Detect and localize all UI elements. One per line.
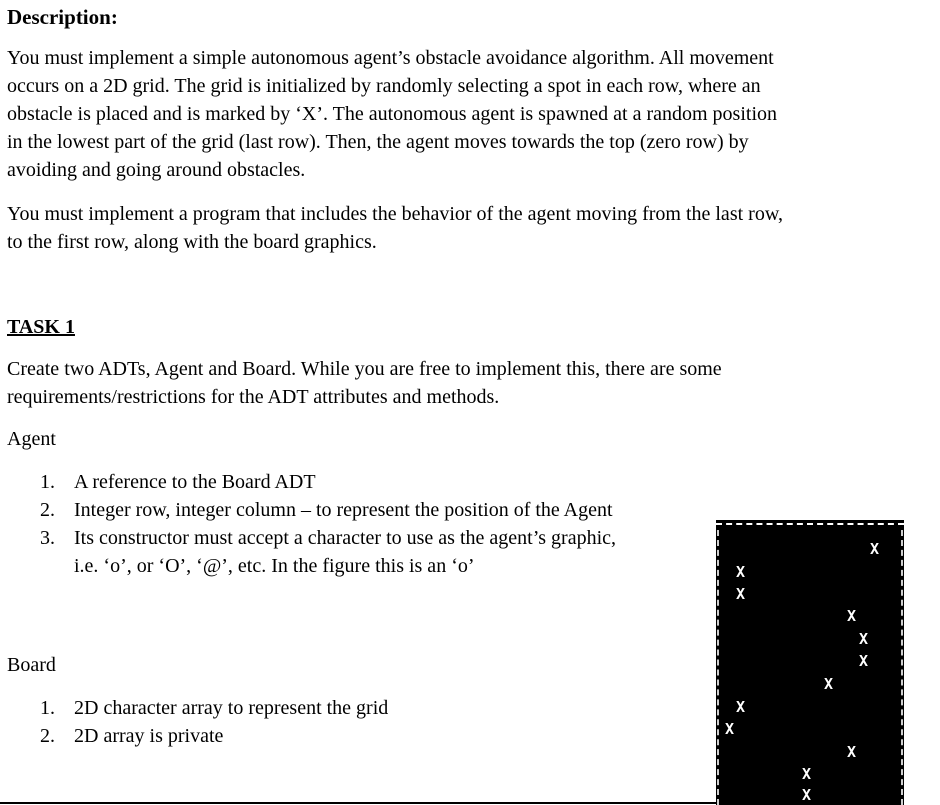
bottom-rule: [0, 802, 716, 804]
board-requirements-list: [40, 694, 388, 750]
description-heading: Description:: [7, 5, 118, 29]
list-item: [40, 722, 388, 750]
list-text: Its constructor must accept a character to use as the agent’s graphic,: [74, 527, 617, 549]
obstacle-mark: X: [736, 585, 746, 603]
obstacle-mark: X: [824, 675, 834, 693]
task-1-intro: [7, 355, 722, 411]
description-paragraph-1: [7, 44, 777, 184]
obstacle-mark: X: [736, 563, 746, 581]
board-left-border: [717, 530, 719, 805]
list-number: 2.: [40, 499, 55, 521]
list-text: 2D array is private: [74, 725, 224, 747]
task-1-title: TASK 1: [7, 316, 75, 338]
description-paragraph-2: [7, 200, 783, 256]
list-number: 3.: [40, 527, 55, 549]
obstacle-mark: X: [847, 607, 857, 625]
agent-label: Agent: [7, 428, 56, 450]
text-line: Create two ADTs, Agent and Board. While you are free to implement this, there are some: [7, 358, 722, 380]
obstacle-mark: X: [802, 765, 812, 783]
board-right-border: [901, 530, 903, 805]
text-line: obstacle is placed and is marked by ‘X’. The autonomous agent is spawned at a random position: [7, 103, 777, 125]
list-text: i.e. ‘o’, or ‘O’, ‘@’, etc. In the figure this is an ‘o’: [74, 555, 475, 577]
obstacle-mark: X: [802, 786, 812, 804]
text-line: You must implement a simple autonomous agent’s obstacle avoidance algorithm. All movement: [7, 47, 774, 69]
obstacle-mark: X: [859, 652, 869, 670]
agent-requirements-list: [40, 468, 616, 580]
obstacle-mark: X: [736, 698, 746, 716]
text-line: to the first row, along with the board graphics.: [7, 231, 377, 253]
text-line: occurs on a 2D grid. The grid is initialized by randomly selecting a spot in each row, where an: [7, 75, 761, 97]
list-item: [40, 694, 388, 722]
text-line: requirements/restrictions for the ADT attributes and methods.: [7, 386, 500, 408]
board-figure: [716, 520, 904, 805]
obstacle-mark: X: [725, 720, 735, 738]
list-item: [40, 524, 616, 580]
list-number: 1.: [40, 697, 55, 719]
list-item: [40, 468, 616, 496]
board-label: Board: [7, 654, 56, 676]
list-text: 2D character array to represent the grid: [74, 697, 389, 719]
list-number: 1.: [40, 471, 55, 493]
list-item: [40, 496, 616, 524]
text-line: You must implement a program that includes the behavior of the agent moving from the last row,: [7, 203, 783, 225]
list-number: 2.: [40, 725, 55, 747]
list-text: A reference to the Board ADT: [74, 471, 316, 493]
list-text: Integer row, integer column – to represent the position of the Agent: [74, 499, 613, 521]
obstacle-mark: X: [847, 743, 857, 761]
board-top-border: [716, 523, 904, 525]
obstacle-mark: X: [859, 630, 869, 648]
text-line: avoiding and going around obstacles.: [7, 159, 306, 181]
text-line: in the lowest part of the grid (last row). Then, the agent moves towards the top (zero row) by: [7, 131, 749, 153]
obstacle-mark: X: [870, 540, 880, 558]
